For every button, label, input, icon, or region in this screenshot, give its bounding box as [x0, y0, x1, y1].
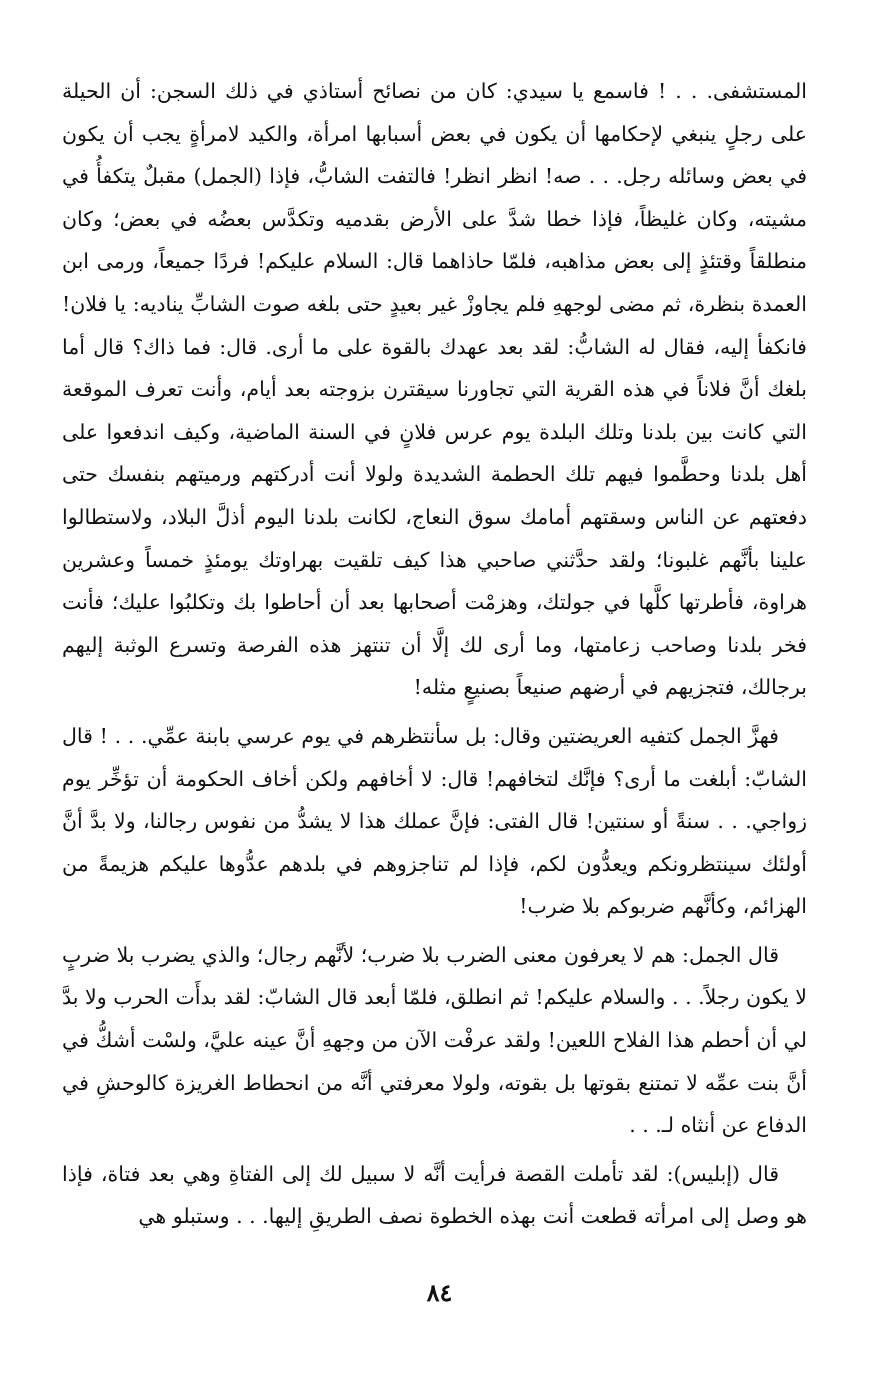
paragraph-4: قال (إبليس): لقد تأملت القصة فرأيت أنَّه لا سبيل لك إلى الفتاةِ وهي بعد فتاة، فإذا هو وصل إلى امرأته قطعت أنت بهذه الخطوة نصف الطريقِ إليها. . . وستبلو هي — [62, 1161, 807, 1229]
paragraph-3: قال الجمل: هم لا يعرفون معنى الضرب بلا ضرب؛ لأنَّهم رجال؛ والذي يضرب بلا ضربٍ لا يكون رجلاً. . . والسلام عليكم! ثم انطلق، فلمّا أبعد قال الشابّ: لقد بدأَت الحرب ولا بدَّ لي أن أحطم هذا الفلاح اللعين! ولقد عرفْت الآن من وجههِ أنَّ عينه عليَّ، ولسْت أشكُّ في أنَّ بنت عمِّه لا تمتنع بقوتها بل بقوته، ولولا معرفتي أنَّه من انحطاط الغريزة كالوحشِ في الدفاع عن أنثاه لـ. . . — [62, 942, 807, 1138]
paragraph-2: فهزَّ الجمل كتفيه العريضتين وقال: بل سأنتظرهم في يوم عرسي بابنة عمِّي. . . ! قال الشابّ: أبلغت ما أرى؟ فإنَّك لتخافهم! قال: لا أخافهم ولكن أخاف الحكومة أن تؤخِّر يوم زواجي. . . سنةً أو سنتين! قال الفتى: فإنَّ عملك هذا لا يشدُّ من نفوس رجالنا، ولا بدَّ أنَّ أولئك سينتظرونكم ويعدُّون لكم، فإذا لم تناجزوهم في بلدهم عدُّوها عليكم هزيمةً من الهزائم، وكأنَّهم ضربوكم بلا ضرب! — [62, 723, 807, 919]
page-number: ٨٤ — [426, 1278, 453, 1307]
paragraph-1: المستشفى. . . ! فاسمع يا سيدي: كان من نصائح أستاذي في ذلك السجن: أن الحيلة على رجلٍ ينبغي لإحكامها أن يكون في بعض أسبابها امرأة، والكيد لامرأةٍ يجب أن يكون في بعض وسائله رجل. . . صه! انظر انظر! فالتفت الشابُّ، فإذا (الجمل) مقبلٌ يتكفأُ في مشيته، وكان غليظاً، فإذا خطا شدَّ على الأرض بقدميه وتكدَّس بعضُه في بعض؛ وكان منطلقاً وقتئذٍ إلى بعض مذاهبه، فلمّا حاذاهما قال: السلام عليكم! فردًا جميعاً، ورمى ابن العمدة بنظرة، ثم مضى لوجههِ فلم يجاوزْ غير بعيدٍ حتى بلغه صوت الشابِّ يناديه: يا فلان! فانكفأ إليه، فقال له الشابُّ: لقد بعد عهدك بالقوة على ما أرى. قال: فما ذاك؟ قال أما بلغك أنَّ فلاناً في هذه القرية التي تجاورنا سيقترن بزوجته بعد أيام، وأنت تعرف الموقعة التي كانت بين بلدنا وتلك البلدة يوم عرس فلانٍ في السنة الماضية، وكيف اندفعوا على أهل بلدنا وحطَّموا فيهم تلك الحطمة الشديدة ولولا أنت أدركتهم ورميتهم بنفسك حتى دفعتهم عن الناس وسقتهم أمامك سوق النعاج، لكانت بلدنا اليوم أذلَّ البلاد، ولاستطالوا علينا بأنَّهم غلبونا؛ ولقد حدَّثني صاحبي هذا كيف تلقيت بهراوتك يومئذٍ خمساً وعشرين هراوة، فأطرتها كلَّها في جولتك، وهزمْت أصحابها بعد أن أحاطوا بك وتكلبُوا عليك؛ فأنت فخر بلدنا وصاحب زعامتها، وما أرى لك إلَّا أن تنتهز هذه الفرصة وتسرع الوثبة إليهم برجالك، فتجزيهم في أرضهم صنيعاً بصنيعٍ مثله! — [62, 79, 807, 700]
page-body — [62, 70, 807, 1238]
